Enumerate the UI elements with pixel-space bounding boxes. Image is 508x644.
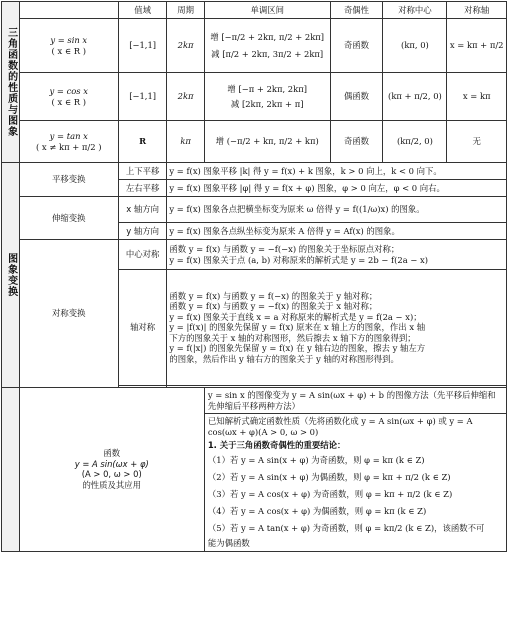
center-cell: (kπ, 0) [383, 19, 447, 73]
section3-row [2, 388, 507, 552]
axis-cell: x = kπ + π/2 [447, 19, 507, 73]
translate-label: 平移变换 [19, 163, 118, 197]
func-cell [19, 121, 118, 163]
func-condition: ( x ∈ R ) [51, 96, 86, 107]
axis-sym-line: y = f(x) 图象关于直线 x = a 对称原来的解析式是 y = f(2a − x)； [169, 311, 422, 322]
transform-row [2, 197, 507, 223]
header-axis: 对称轴 [447, 2, 507, 19]
parity-cell: 偶函数 [330, 73, 383, 121]
mono-decrease: 减 [π/2 + 2kπ, 3π/2 + 2kπ] [211, 48, 324, 59]
header-center: 对称中心 [383, 2, 447, 19]
range-cell: R [118, 121, 167, 163]
range-cell: [−1,1] [118, 73, 167, 121]
center-sym-line: y = f(x) 图象关于点 (a, b) 对称原来的解析式是 y = 2b − f(2a − x) [169, 254, 429, 265]
section3-heading: 1. 关于三角函数奇偶性的重要结论： [207, 440, 346, 450]
func-name: y = cos x [49, 86, 88, 96]
stretch-label: 伸缩变换 [19, 197, 118, 240]
mono-decrease: 减 [2kπ, 2kπ + π] [230, 98, 304, 109]
section3-label-line: 的性质及其应用 [82, 479, 142, 490]
parity-rule-item: 能为偶函数 [207, 537, 250, 548]
y-direction-text: y = f(x) 图象各点纵坐标变为原来 A 倍得 y = Af(x) 的图象。 [167, 223, 507, 240]
parity-rule-item: （3）若 y = A cos(x + φ) 为奇函数，则 φ = kπ + π/2 (k ∈ Z) [207, 488, 453, 499]
section3-intro: y = sin x 的图像变为 y = A sin(ωx + φ) + b 的图像方法（先平移后伸缩和先伸缩后平移两种方法） [205, 388, 506, 414]
axis-sym-line: 下方的图象关于 x 轴的对称图形，然后擦去 x 轴下方的图象得到； [169, 332, 416, 343]
center-cell: (kπ + π/2, 0) [383, 73, 447, 121]
section3-label-cell [19, 388, 204, 552]
monotonic-cell [204, 73, 330, 121]
left-right-label: 左右平移 [118, 180, 167, 197]
section3-label-line: 函数 [103, 448, 121, 459]
parity-rule-item: （1）若 y = A sin(x + φ) 为奇函数，则 φ = kπ (k ∈ Z) [207, 454, 425, 465]
section3-content-cell [204, 388, 506, 552]
section-transform-title-cell [2, 163, 20, 388]
center-cell: (kπ/2, 0) [383, 121, 447, 163]
x-direction-label: x 轴方向 [118, 197, 167, 223]
axis-cell: 无 [447, 121, 507, 163]
mono-increase: 增 [−π/2 + 2kπ, π/2 + 2kπ] [210, 32, 325, 42]
section-transform-title: 图象变换 [5, 253, 17, 297]
table-row [2, 19, 507, 73]
table-row [2, 121, 507, 163]
section-properties-title: 三角函数的性质与图象 [5, 27, 17, 137]
x-direction-text: y = f(x) 图象各点把横坐标变为原来 ω 倍得 y = f((1/ω)x) 的图象。 [167, 197, 507, 223]
section-properties-title-cell [2, 2, 20, 163]
monotonic-cell [204, 19, 330, 73]
parity-cell: 奇函数 [330, 121, 383, 163]
period-cell: kπ [167, 121, 204, 163]
axis-sym-text [167, 270, 507, 386]
header-range: 值域 [118, 2, 167, 19]
header-parity: 奇偶性 [330, 2, 383, 19]
parity-cell: 奇函数 [330, 19, 383, 73]
func-cell [19, 73, 118, 121]
center-sym-line: 函数 y = f(x) 与函数 y = −f(−x) 的图象关于坐标原点对称； [169, 244, 400, 254]
section3-label-line: (A > 0, ω > 0) [81, 469, 142, 480]
header-function [19, 2, 118, 19]
transform-row [2, 240, 507, 270]
monotonic-cell [204, 121, 330, 163]
func-condition: ( x ∈ R ) [51, 45, 86, 56]
mono-increase: 增 (−π/2 + kπ, π/2 + kπ) [215, 136, 319, 147]
symmetric-label: 对称变换 [19, 240, 118, 388]
header-monotonic: 单调区间 [204, 2, 330, 19]
period-cell: 2kπ [167, 73, 204, 121]
up-down-label: 上下平移 [118, 163, 167, 180]
axis-sym-label: 轴对称 [118, 270, 167, 386]
header-period: 周期 [167, 2, 204, 19]
left-right-text: y = f(x) 图象平移 |φ| 得 y = f(x + φ) 图象，φ > 0 向左，φ < 0 向右。 [167, 180, 507, 197]
axis-sym-line: 函数 y = f(x) 与函数 y = −f(x) 的图象关于 x 轴对称； [169, 301, 378, 312]
axis-sym-line: y = |f(x)| 的图象先保留 y = f(x) 原来在 x 轴上方的图象，作出 x 轴 [169, 322, 426, 333]
parity-rule-item: （2）若 y = A sin(x + φ) 为偶函数，则 φ = kπ + π/2 (k ∈ Z) [207, 471, 451, 482]
func-cell [19, 19, 118, 73]
parity-rule-item: （5）若 y = A tan(x + φ) 为奇函数，则 φ = kπ/2 (k ∈ Z)，该函数不可 [207, 523, 485, 534]
table-row [2, 73, 507, 121]
range-cell: [−1,1] [118, 19, 167, 73]
section3-blank-cell [2, 388, 20, 552]
axis-cell: x = kπ [447, 73, 507, 121]
center-sym-text [167, 240, 507, 270]
section3-label-line: y = A sin(ωx + φ) [74, 458, 149, 469]
trig-summary-table [1, 1, 507, 552]
mono-increase: 增 [−π + 2kπ, 2kπ] [227, 84, 307, 94]
header-row [2, 2, 507, 19]
func-condition: ( x ≠ kπ + π/2 ) [36, 141, 102, 152]
axis-sym-line: 函数 y = f(x) 与函数 y = f(−x) 的图象关于 y 轴对称； [169, 290, 378, 301]
func-name: y = sin x [50, 35, 88, 45]
y-direction-label: y 轴方向 [118, 223, 167, 240]
parity-rule-item: （4）若 y = A cos(x + φ) 为偶函数，则 φ = kπ (k ∈ Z) [207, 506, 427, 517]
period-cell: 2kπ [167, 19, 204, 73]
func-name: y = tan x [49, 131, 88, 141]
section3-items [205, 452, 506, 551]
axis-sym-line: y = f(|x|) 的图象先保留 y = f(x) 在 y 轴右边的图象，擦去 y 轴左方 [169, 343, 426, 354]
section3-known: 已知解析式确定函数性质（先将函数化成 y = A sin(ωx + φ) 或 y = A cos(ωx + φ)(A > 0, ω > 0) [207, 416, 473, 437]
up-down-text: y = f(x) 图象平移 |k| 得 y = f(x) + k 图象，k > 0 向上，k < 0 向下。 [167, 163, 507, 180]
axis-sym-line: 的图象，然后作出 y 轴右方的图象关于 y 轴的对称图形得到。 [169, 353, 399, 364]
center-sym-label: 中心对称 [118, 240, 167, 270]
transform-row [2, 163, 507, 180]
